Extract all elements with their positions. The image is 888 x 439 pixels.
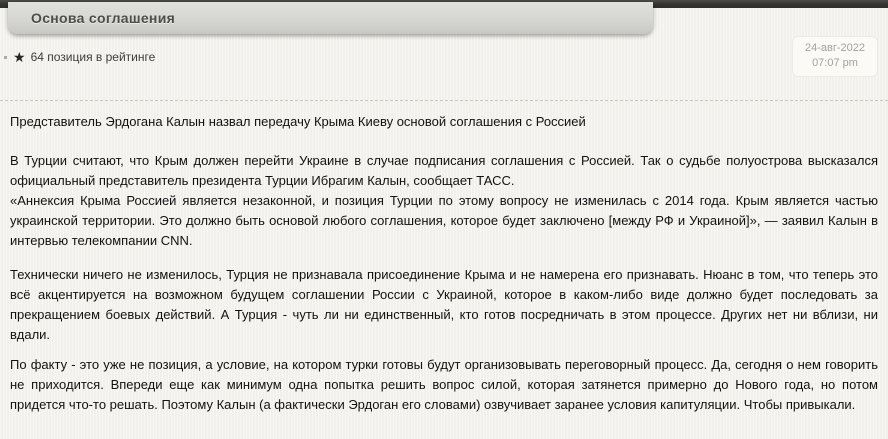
dashed-separator	[0, 100, 888, 101]
article-headline: Представитель Эрдогана Калын назвал передачу Крыма Киеву основой соглашения с Россией	[10, 114, 586, 129]
post-time: 07:07 pm	[812, 57, 858, 69]
post-date: 24-авг-2022	[804, 42, 865, 54]
rating-row	[4, 49, 155, 65]
article-paragraph: Технически ничего не изменилось, Турция не признавала присоединение Крыма и не намерена его признавать. Нюанс в том, что теперь это всё акцентируется на возможном будущем соглашении России с Украиной, которое в каком-либо виде должно будет последовать за прекращением боевых действий. А Турция - чуть ли ни единственный, кто готов посредничать в этом процессе. Других нет ни вблизи, ни вдали.	[10, 267, 878, 342]
rating-link[interactable]: 64 позиция в рейтинге	[30, 50, 156, 64]
post-title-tab[interactable]	[8, 2, 653, 34]
article-body	[10, 112, 878, 415]
list-bullet-marker	[4, 56, 7, 59]
article-paragraph: По факту - это уже не позиция, а условие, на котором турки готовы будут организовывать переговорный процесс. Да, сегодня о нем говорить не приходится. Впереди еще как минимум одна попытка решить вопрос силой, которая затянется примерно до Нового года, но потом придется что-то решать. Поэтому Калын (а фактически Эрдоган его словами) озвучивает заранее условия капитуляции. Чтобы привыкали.	[10, 357, 878, 412]
post-title: Основа соглашения	[31, 10, 176, 26]
star-icon: ★	[13, 49, 26, 65]
article-paragraph: «Аннексия Крыма Россией является незаконной, и позиция Турции по этому вопросу не изменилась с 2014 года. Крым является частью украинской территории. Это должно быть основой любого соглашения, которое будет заключено [между РФ и Украиной]», — заявил Калын в интервью телекомпании CNN.	[10, 193, 878, 248]
article-paragraph: В Турции считают, что Крым должен перейти Украине в случае подписания соглашения с Россией. Так о судьбе полуострова высказался официальный представитель президента Турции Ибрагим Калын, сообщает ТАСС.	[10, 153, 878, 188]
date-badge	[792, 36, 878, 77]
